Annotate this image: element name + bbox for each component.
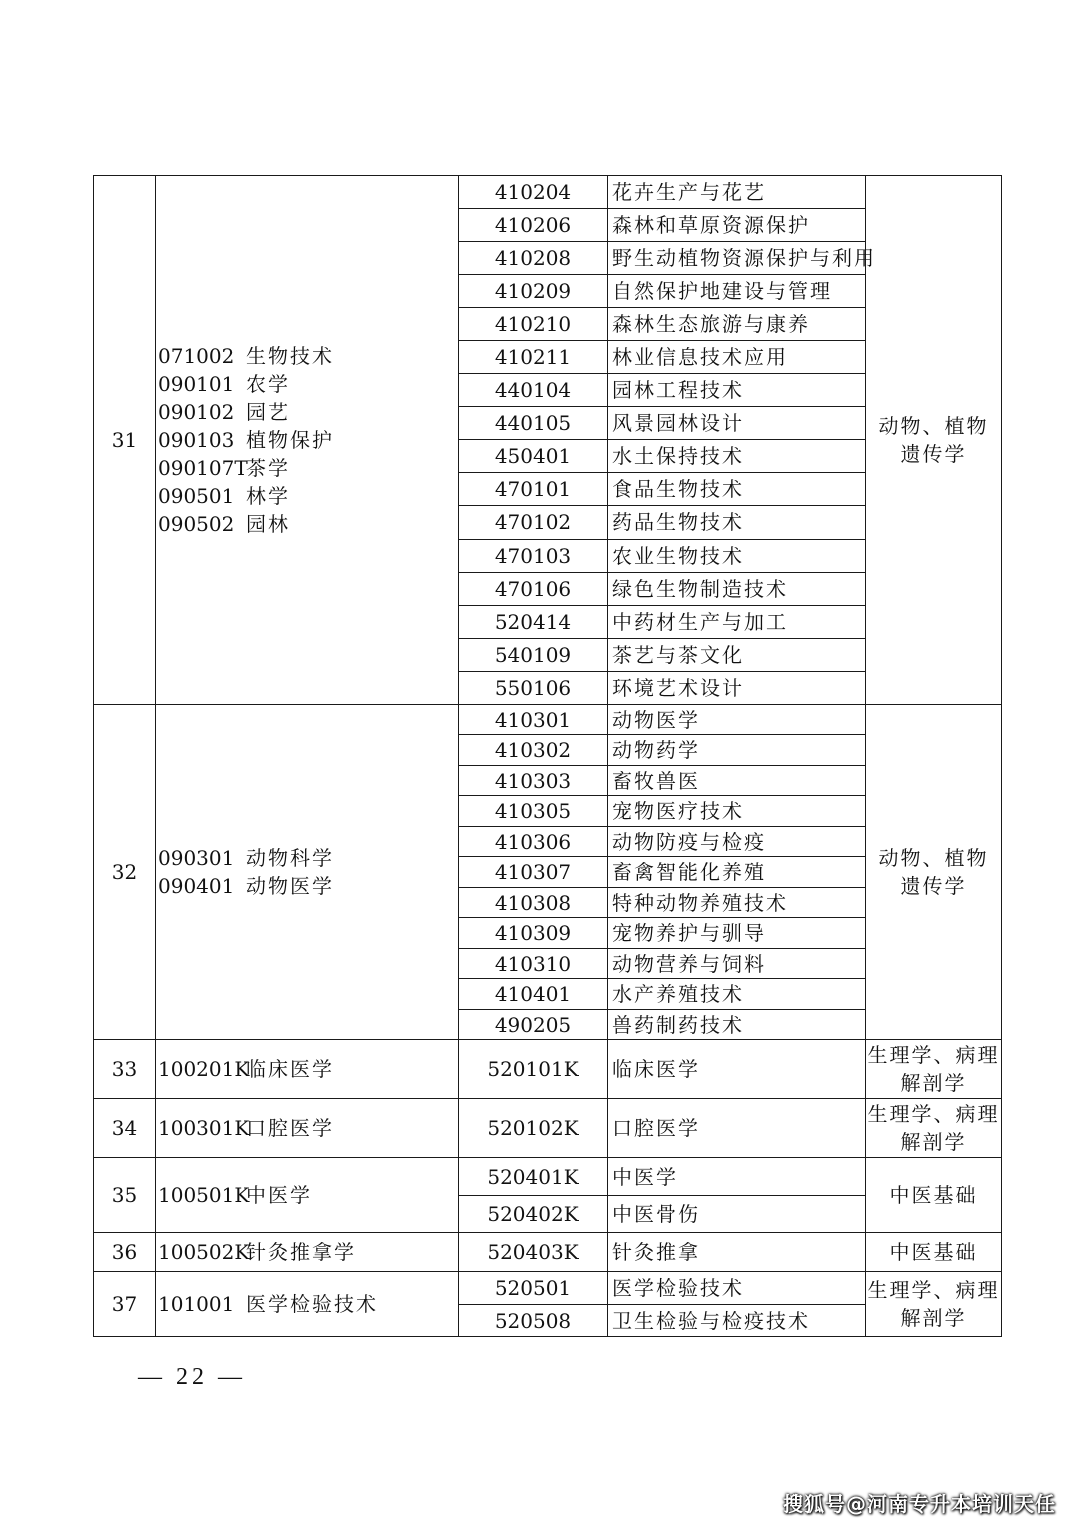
undergrad-major-name: 茶学 [246, 455, 290, 480]
vocational-major-name: 森林和草原资源保护 [608, 209, 866, 242]
exam-subject-line: 生理学、病理 [867, 1102, 1000, 1127]
group-number: 36 [94, 1233, 156, 1272]
undergrad-major-name: 植物保护 [246, 427, 334, 452]
vocational-major-code: 410301 [459, 704, 608, 735]
vocational-major-name: 宠物医疗技术 [608, 796, 866, 827]
table-body [94, 176, 1002, 1337]
exam-subject-line: 遗传学 [900, 441, 967, 466]
vocational-major-name: 特种动物养殖技术 [608, 887, 866, 918]
undergrad-major [158, 1055, 458, 1083]
exam-subject-cell [866, 1272, 1002, 1337]
vocational-major-name: 畜禽智能化养殖 [608, 857, 866, 888]
table-row [94, 1040, 1002, 1099]
vocational-major-code: 490205 [459, 1009, 608, 1040]
vocational-major-code: 470106 [459, 572, 608, 605]
undergrad-major [158, 342, 458, 370]
vocational-major-name: 风景园林设计 [608, 407, 866, 440]
exam-subject-line: 解剖学 [900, 1071, 967, 1096]
table-row [94, 1233, 1002, 1272]
vocational-major-name: 动物医学 [608, 704, 866, 735]
vocational-major-code: 410306 [459, 826, 608, 857]
exam-subject-cell [866, 176, 1002, 705]
undergrad-major [158, 1238, 458, 1266]
undergrad-major-code: 100301K [158, 1116, 250, 1141]
undergrad-major-name: 动物医学 [246, 874, 334, 898]
vocational-major-name: 医学检验技术 [608, 1272, 866, 1305]
vocational-major-code: 550106 [459, 671, 608, 704]
undergrad-major-name: 农学 [246, 371, 290, 396]
exam-subject-line: 生理学、病理 [867, 1278, 1000, 1303]
vocational-major-code: 450401 [459, 440, 608, 473]
group-number: 37 [94, 1272, 156, 1337]
undergrad-major-name: 林学 [246, 483, 290, 508]
vocational-major-name: 茶艺与茶文化 [608, 638, 866, 671]
undergrad-major-name: 中医学 [246, 1183, 312, 1208]
table-row [94, 1272, 1002, 1305]
undergrad-majors-cell [156, 176, 459, 705]
undergrad-major [158, 370, 458, 398]
vocational-major-code: 470103 [459, 539, 608, 572]
vocational-major-code: 520403K [459, 1233, 608, 1272]
watermark: 搜狐号@河南专升本培训天任 [783, 1492, 1056, 1516]
exam-subject-line: 动物、植物 [878, 413, 989, 438]
vocational-major-code: 410305 [459, 796, 608, 827]
group-number: 32 [94, 704, 156, 1040]
vocational-major-code: 440104 [459, 374, 608, 407]
undergrad-major-name: 临床医学 [246, 1057, 334, 1082]
undergrad-major [158, 510, 458, 538]
exam-subject-cell [866, 1158, 1002, 1233]
undergrad-major [158, 872, 458, 900]
undergrad-majors-cell [156, 704, 459, 1040]
undergrad-major [158, 1181, 458, 1209]
exam-subject-line: 动物、植物 [878, 846, 989, 870]
undergrad-major [158, 1114, 458, 1142]
exam-subject-line: 解剖学 [900, 1306, 967, 1331]
undergrad-majors-cell [156, 1040, 459, 1099]
vocational-major-name: 园林工程技术 [608, 374, 866, 407]
vocational-major-name: 中医学 [608, 1158, 866, 1196]
vocational-major-code: 540109 [459, 638, 608, 671]
vocational-major-name: 花卉生产与花艺 [608, 176, 866, 209]
vocational-major-name: 森林生态旅游与康养 [608, 308, 866, 341]
exam-subject-cell [866, 1099, 1002, 1158]
vocational-major-code: 470101 [459, 473, 608, 506]
undergrad-majors-cell [156, 1272, 459, 1337]
vocational-major-name: 自然保护地建设与管理 [608, 275, 866, 308]
table-row [94, 1099, 1002, 1158]
vocational-major-name: 动物营养与饲料 [608, 948, 866, 979]
vocational-major-name: 环境艺术设计 [608, 671, 866, 704]
vocational-major-code: 410310 [459, 948, 608, 979]
undergrad-major-code: 101001 [158, 1292, 235, 1317]
vocational-major-code: 440105 [459, 407, 608, 440]
undergrad-major-code: 090401 [158, 874, 235, 898]
vocational-major-code: 410307 [459, 857, 608, 888]
vocational-major-code: 470102 [459, 506, 608, 539]
undergrad-major-code: 100501K [158, 1183, 250, 1208]
undergrad-major-code: 071002 [158, 343, 235, 368]
vocational-major-name: 药品生物技术 [608, 506, 866, 539]
vocational-major-name: 水产养殖技术 [608, 979, 866, 1010]
table-row [94, 176, 1002, 209]
undergrad-major-name: 口腔医学 [246, 1116, 334, 1141]
exam-subject-line: 生理学、病理 [867, 1043, 1000, 1068]
vocational-major-name: 兽药制药技术 [608, 1009, 866, 1040]
vocational-major-code: 520501 [459, 1272, 608, 1305]
vocational-major-code: 410308 [459, 887, 608, 918]
undergrad-major-code: 090102 [158, 399, 235, 424]
vocational-major-name: 食品生物技术 [608, 473, 866, 506]
vocational-major-code: 520101K [459, 1040, 608, 1099]
vocational-major-name: 农业生物技术 [608, 539, 866, 572]
undergrad-major-name: 动物科学 [246, 846, 334, 870]
undergrad-major-name: 园林 [246, 511, 290, 536]
vocational-major-code: 410211 [459, 341, 608, 374]
undergrad-major [158, 454, 458, 482]
undergrad-major-code: 100502K [158, 1240, 250, 1265]
vocational-major-code: 410206 [459, 209, 608, 242]
vocational-major-code: 520414 [459, 605, 608, 638]
vocational-major-code: 410204 [459, 176, 608, 209]
group-number: 33 [94, 1040, 156, 1099]
group-number: 34 [94, 1099, 156, 1158]
undergrad-majors-cell [156, 1158, 459, 1233]
vocational-major-name: 野生动植物资源保护与利用 [608, 242, 866, 275]
exam-subject-cell [866, 1040, 1002, 1099]
vocational-major-name: 中药材生产与加工 [608, 605, 866, 638]
undergrad-major-name: 针灸推拿学 [246, 1240, 356, 1265]
undergrad-majors-cell [156, 1233, 459, 1272]
undergrad-major-code: 090502 [158, 511, 235, 536]
page-number: — 22 — [138, 1364, 246, 1390]
undergrad-major-name: 医学检验技术 [246, 1292, 378, 1317]
table-row [94, 1158, 1002, 1196]
vocational-major-name: 中医骨伤 [608, 1195, 866, 1233]
undergrad-major-code: 090301 [158, 846, 235, 870]
vocational-major-name: 临床医学 [608, 1040, 866, 1099]
major-correspondence-table [93, 175, 1002, 1337]
vocational-major-code: 410209 [459, 275, 608, 308]
undergrad-major-name: 园艺 [246, 399, 290, 424]
vocational-major-name: 畜牧兽医 [608, 765, 866, 796]
vocational-major-code: 520102K [459, 1099, 608, 1158]
undergrad-major-code: 090101 [158, 371, 235, 396]
exam-subject-cell [866, 1233, 1002, 1272]
vocational-major-name: 口腔医学 [608, 1099, 866, 1158]
vocational-major-name: 动物药学 [608, 735, 866, 766]
vocational-major-code: 410401 [459, 979, 608, 1010]
undergrad-major-code: 090501 [158, 483, 235, 508]
vocational-major-name: 卫生检验与检疫技术 [608, 1304, 866, 1337]
vocational-major-name: 林业信息技术应用 [608, 341, 866, 374]
undergrad-majors-cell [156, 1099, 459, 1158]
vocational-major-code: 410309 [459, 918, 608, 949]
vocational-major-name: 动物防疫与检疫 [608, 826, 866, 857]
vocational-major-code: 410210 [459, 308, 608, 341]
vocational-major-name: 绿色生物制造技术 [608, 572, 866, 605]
vocational-major-code: 410303 [459, 765, 608, 796]
undergrad-major-code: 090103 [158, 427, 235, 452]
vocational-major-code: 520508 [459, 1304, 608, 1337]
vocational-major-code: 520401K [459, 1158, 608, 1196]
undergrad-major [158, 1290, 458, 1318]
vocational-major-code: 410208 [459, 242, 608, 275]
vocational-major-code: 520402K [459, 1195, 608, 1233]
exam-subject-cell [866, 704, 1002, 1040]
undergrad-major [158, 426, 458, 454]
group-number: 31 [94, 176, 156, 705]
exam-subject-line: 遗传学 [900, 874, 967, 898]
vocational-major-name: 针灸推拿 [608, 1233, 866, 1272]
undergrad-major-code: 090107T [158, 455, 248, 480]
undergrad-major [158, 482, 458, 510]
exam-subject-line: 中医基础 [889, 1183, 978, 1208]
undergrad-major [158, 398, 458, 426]
undergrad-major-code: 100201K [158, 1057, 250, 1082]
exam-subject-line: 中医基础 [889, 1240, 978, 1265]
vocational-major-name: 宠物养护与驯导 [608, 918, 866, 949]
group-number: 35 [94, 1158, 156, 1233]
vocational-major-code: 410302 [459, 735, 608, 766]
vocational-major-name: 水土保持技术 [608, 440, 866, 473]
undergrad-major-name: 生物技术 [246, 343, 334, 368]
exam-subject-line: 解剖学 [900, 1130, 967, 1155]
undergrad-major [158, 844, 458, 872]
table-row [94, 704, 1002, 735]
